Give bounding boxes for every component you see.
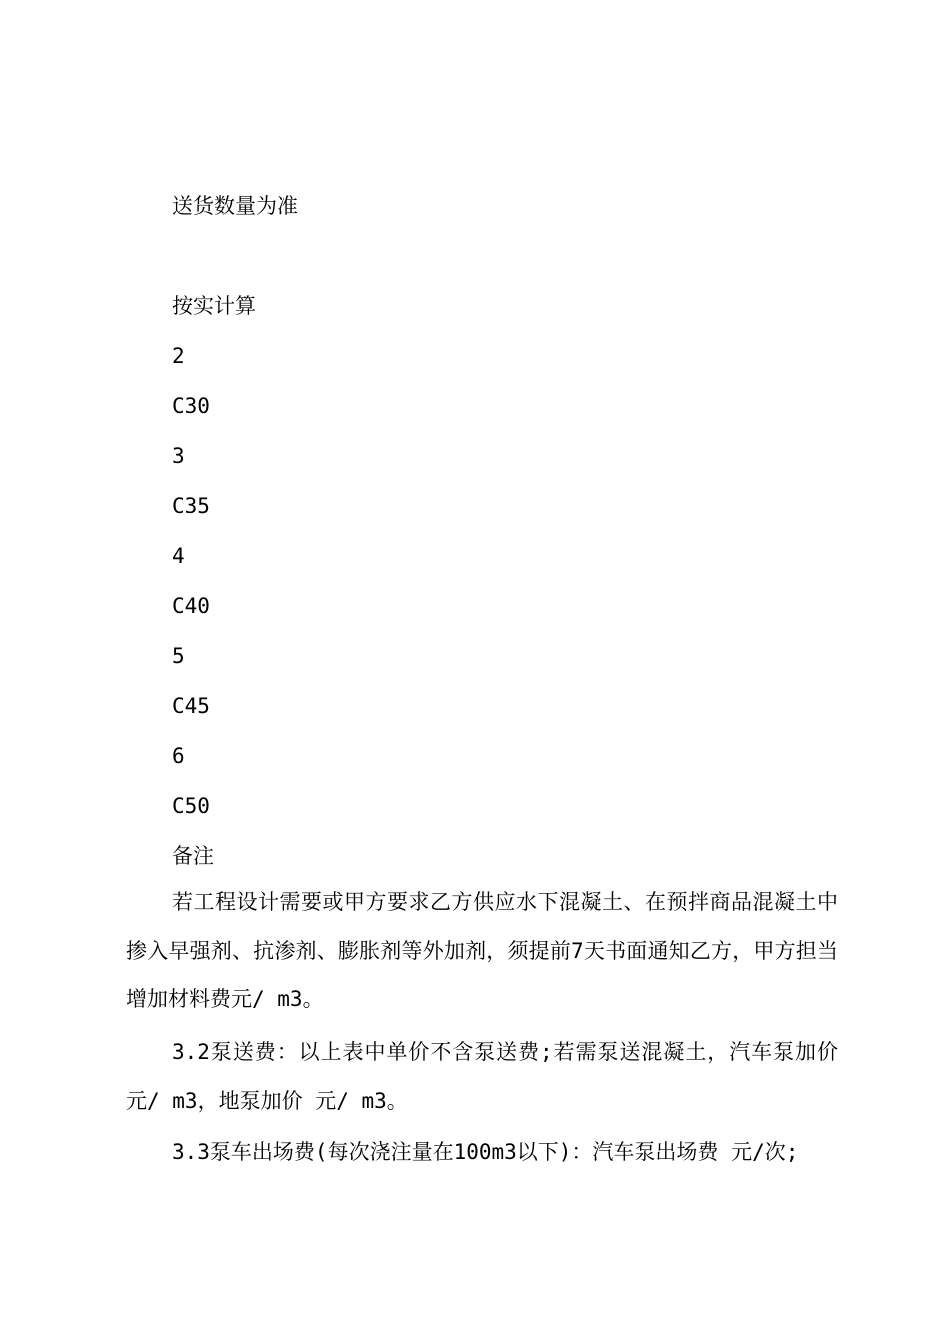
text-line-delivery-quantity: 送货数量为准	[172, 194, 298, 218]
remarks-paragraph: 若工程设计需要或甲方要求乙方供应水下混凝土、在预拌商品混凝土中掺入早强剂、抗渗剂、膨胀剂等外加剂，须提前7天书面通知乙方，甲方担当增加材料费元/ m3。	[126, 890, 838, 1011]
text-line-actual-calculation: 按实计算	[172, 294, 256, 318]
concrete-grade: C35	[172, 494, 210, 518]
concrete-grade: C40	[172, 594, 210, 618]
row-number: 3	[172, 444, 185, 468]
row-number: 2	[172, 344, 185, 368]
concrete-grade: C30	[172, 394, 210, 418]
concrete-grade: C45	[172, 694, 210, 718]
row-number: 4	[172, 544, 185, 568]
remarks-heading: 备注	[172, 844, 214, 868]
pumping-fee-paragraph: 3.2泵送费：以上表中单价不含泵送费;若需泵送混凝土，汽车泵加价 元/ m3，地泵加价 元/ m3。	[126, 1040, 838, 1113]
row-number: 6	[172, 744, 185, 768]
row-number: 5	[172, 644, 185, 668]
concrete-grade: C50	[172, 794, 210, 818]
pump-truck-fee-paragraph: 3.3泵车出场费(每次浇注量在100m3以下)：汽车泵出场费 元/次;	[172, 1140, 799, 1164]
